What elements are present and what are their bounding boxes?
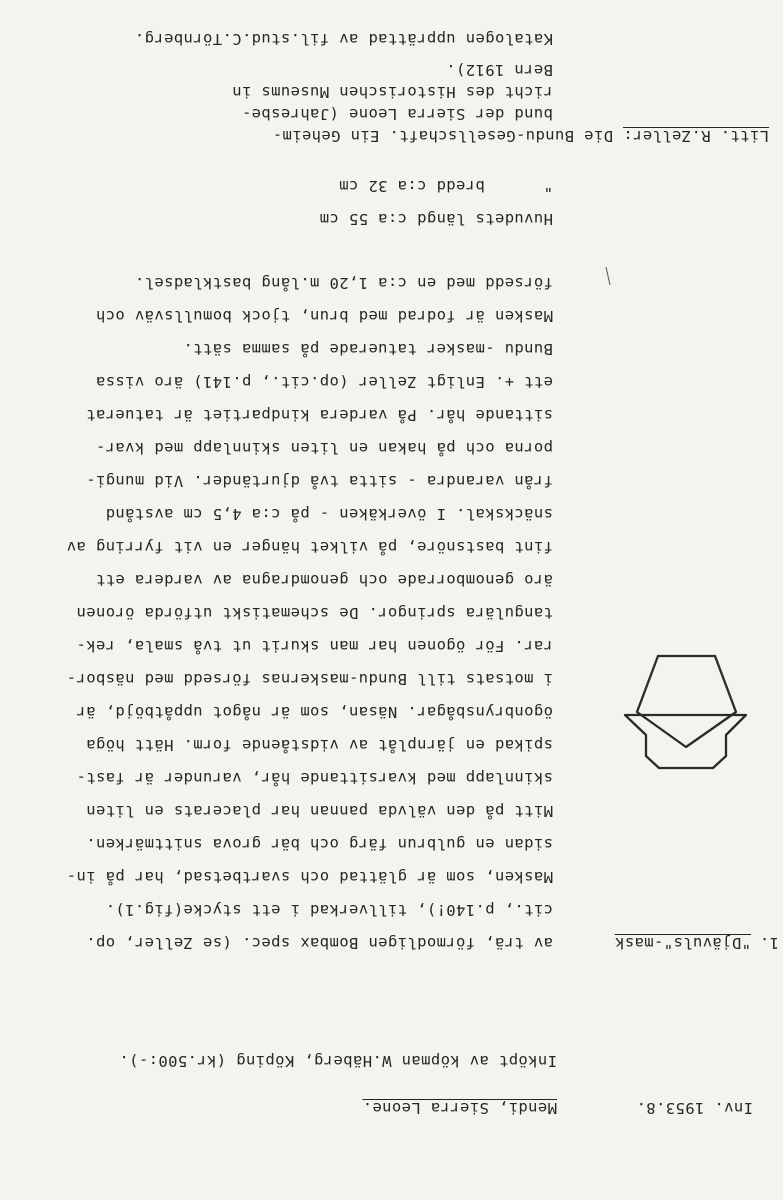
plate-pentagon [637, 656, 736, 747]
description-line: Masken är fodrad med brun, tjock bomullsväv och [95, 307, 553, 325]
literature-label: Litt. R.Zeller: [623, 127, 769, 145]
item-title: "Djävuls"-mask [614, 934, 751, 952]
description-line: Masken, som är glättad och svartbetsad, har på in- [66, 868, 553, 886]
inventory-label: Inv. 1953.8. [636, 1099, 753, 1117]
description-line: av trä, förmodligen Bombax spec. (se Zeller, op. [85, 934, 553, 952]
description-line: porna och på hakan en liten skinnlapp med kvar- [95, 439, 553, 457]
description-line: rar. För ögonen har man skurit ut två smala, rek- [76, 637, 553, 655]
dimension-width: " bredd c:a 32 cm [338, 177, 553, 195]
literature-line: bund der Sierra Leone (Jahresbe- [241, 105, 553, 123]
description-line: cit., p.140!), tillverkad i ett stycke(fig.1). [105, 901, 553, 919]
description-line: Mitt på den välvda pannan har placerats en liten [85, 802, 553, 820]
catalog-footer: Katalogen upprättad av fil.stud.C.Törnberg. [134, 30, 553, 48]
description-line: ett +. Enligt Zeller (op.cit., p.141) äro vissa [95, 373, 553, 391]
item-number: 1. [759, 934, 779, 952]
literature-line: richt des Historischen Museums in [231, 83, 553, 101]
description-line: försedd med en c:a 1,20 m.lång bastkladsel. [134, 274, 553, 292]
description-line: spikad en järnplåt av vidstående form. Hätt höga [85, 736, 553, 754]
acquisition-line: Inköpt av köpman W.Häberg, Köping (kr.500:-). [119, 1052, 557, 1070]
description-line: sidan en gulbrun färg och bär grova snittmärken. [85, 835, 553, 853]
description-line: skinnlapp med kvarsittande hår, varunder är fast- [76, 769, 553, 787]
description-line: från varandra - sitta två djurtänder. Vid mungi- [85, 472, 553, 490]
description-line: ögonbrynsbågar. Näsan, som är något uppåtböjd, är [76, 703, 553, 721]
description-line: fint bastsnöre, på vilket hänger en vit fyrring av [66, 538, 553, 556]
description-line: i motsats till Bundu-maskernas försedd med näsbor- [66, 670, 553, 688]
description-line: äro genomborrade och genomdragna av vardera ett [95, 571, 553, 589]
location-header: Mendi, Sierra Leone. [362, 1099, 557, 1117]
pencil-stroke [606, 267, 610, 285]
literature-line: Die Bundu-Gesellschaft. Ein Geheim- [272, 127, 613, 145]
description-line: sittande hår. På vardera kindpartiet är tatuerat [85, 406, 553, 424]
description-line: tangulära springor. De schematiskt utförda öronen [76, 604, 553, 622]
description-line: snäckskal. I överkäken - på c:a 4,5 cm avstånd [105, 505, 553, 523]
dimension-length: Huvudets längd c:a 55 cm [319, 210, 553, 228]
literature-line: Bern 1912). [445, 61, 553, 79]
description-line: Bundu -masker tatuerade på samma sätt. [183, 340, 553, 358]
plate-upper [625, 715, 746, 768]
